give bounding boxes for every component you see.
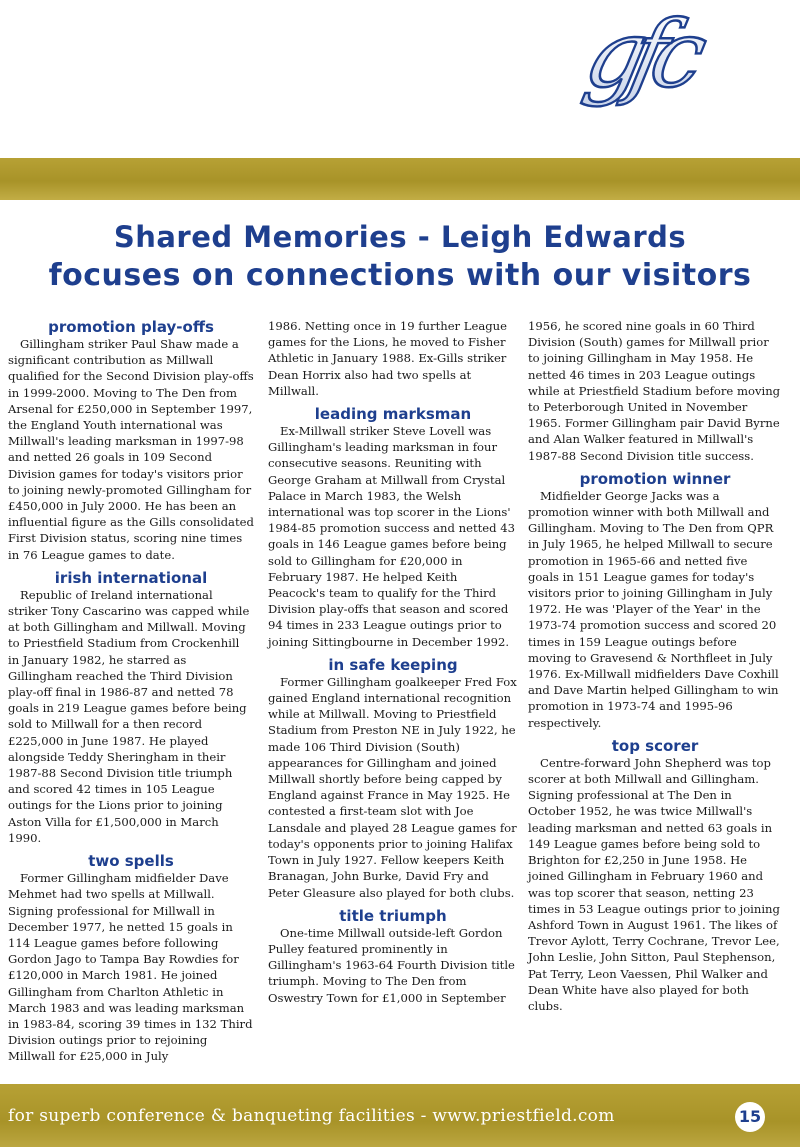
section-body: Former Gillingham goalkeeper Fred Fox gained England international recognition while at Millwall. Moving to Priestfield Stadium from Preston NE in July 1922, he made 106 Third Division (South) appearances for Gillingham and joined Millwall shortly before being capped by England against France in May 1925. He contested a first-team slot with Joe Lansdale and played 28 League games for today's opponents prior to joining Halifax Town in July 1927. Fellow keepers Keith Branagan, John Burke, David Fry and Peter Gleasure also played for both clubs. [268, 674, 517, 900]
footer-text: for superb conference & banqueting facilities - www.priestfield.com [8, 1106, 615, 1126]
footer-band [0, 1084, 800, 1147]
section-body-continued: 1986. Netting once in 19 further League games for the Lions, he moved to Fisher Athletic in January 1988. Ex-Gills striker Dean Horrix also had two spells at Millwall. [268, 319, 508, 398]
section-body: Centre-forward John Shepherd was top scorer at both Millwall and Gillingham. Signing professional at The Den in October 1952, he was twice Millwall's leading marksman and netted 63 goals in 149 League games before being sold to Brighton for £2,250 in June 1958. He joined Gillingham in February 1960 and was top scorer that season, netting 23 times in 53 League outings prior to joining Ashford Town in August 1961. The likes of Trevor Aylott, Terry Cochrane, Trevor Lee, John Leslie, John Sitton, Paul Stephenson, Pat Terry, Leon Vaessen, Phil Walker and Dean White have also played for both clubs. [528, 755, 780, 1013]
article-column-3 [528, 318, 782, 1014]
top-gold-band [0, 158, 800, 200]
section-title: top scorer [611, 736, 699, 755]
section-body: Republic of Ireland international striker Tony Cascarino was capped while at both Gillingham and Millwall. Moving to Priestfield Stadium from Crockenhill in January 1982, he starred as Gillingham reached the Third Division play-off final in 1986-87 and netted 78 goals in 219 League games before being sold to Millwall for a then record £225,000 in June 1987. He played alongside Teddy Sheringham in their 1987-88 Second Division title triumph and scored 42 times in 105 League outings for the Lions prior to joining Aston Villa for £1,500,000 in March 1990. [8, 587, 250, 845]
headline-line-1: Shared Memories - Leigh Edwards [113, 220, 687, 254]
section-title: leading marksman [314, 405, 472, 424]
section-body: Former Gillingham midfielder Dave Mehmet had two spells at Millwall. Signing professional for Millwall in December 1977, he netted 15 goals in 114 League games before following Gordon Jago to Tampa Bay Rowdies for £120,000 in March 1981. He joined Gillingham from Charlton Athletic in March 1983 and was leading marksman in 1983-84, scoring 39 times in 132 Third Division outings prior to rejoining Millwall for £25,000 in July [8, 871, 253, 1064]
section-title: title triumph [339, 906, 447, 925]
section-body: Ex-Millwall striker Steve Lovell was Gillingham's leading marksman in four consecutive seasons. Reuniting with George Graham at Millwall from Crystal Palace in March 1983, the Welsh international was top scorer in the Lions' 1984-85 promotion success and netted 43 goals in 146 League games before being sold to Gillingham for £20,000 in February 1987. He helped Keith Peacock's team to qualify for the Third Division play-offs that season and scored 94 times in 233 League outings prior to joining Sittingbourne in December 1992. [268, 424, 515, 649]
gfc-logo [576, 0, 795, 108]
headline-line-2: focuses on connections with our visitors [48, 258, 752, 293]
page-number: 15 [735, 1102, 765, 1132]
section-title: promotion play-offs [48, 318, 214, 336]
svg-text:gfc: gfc [576, 0, 702, 108]
article-column-1 [8, 318, 254, 1065]
section-body-continued: 1956, he scored nine goals in 60 Third Division (South) games for Millwall prior to joining Gillingham in May 1958. He netted 46 times in 203 League outings while at Priestfield Stadium before moving to Peterborough United in November 1965. Former Gillingham pair David Byrne and Alan Walker featured in Millwall's 1987-88 Second Division title success. [528, 319, 781, 463]
section-title: irish international [54, 568, 208, 587]
section-body: Gillingham striker Paul Shaw made a significant contribution as Millwall qualified for the Second Division play-offs in 1999-2000. Moving to The Den from Arsenal for £250,000 in September 1997, the England Youth international was Millwall's leading marksman in 1997-98 and netted 26 goals in 109 Second Division games for today's visitors prior to joining newly-promoted Gillingham for £450,000 in July 2000. He has been an influential figure as the Gills consolidated First Division status, scoring nine times in 76 League games to date. [8, 337, 254, 562]
section-title: two spells [88, 852, 174, 871]
section-body: Midfielder George Jacks was a promotion winner with both Millwall and Gillingham. Moving to The Den from QPR in July 1965, he helped Millwall to secure promotion in 1965-66 and netted five goals in 151 League games for today's visitors prior to joining Gillingham in July 1972. He was 'Player of the Year' in the 1973-74 promotion success and scored 20 times in 159 League outings before moving to Gravesend & Northfleet in July 1976. Ex-Millwall midfielders Dave Coxhill and Dave Martin helped Gillingham to win promotion in 1973-74 and 1995-96 respectively. [528, 488, 779, 730]
section-title: promotion winner [579, 469, 731, 488]
section-title: in safe keeping [328, 655, 458, 674]
article-column-2 [268, 318, 518, 1006]
section-body: One-time Millwall outside-left Gordon Pulley featured prominently in Gillingham's 1963-64 Fourth Division title triumph. Moving to The Den from Oswestry Town for £1,000 in September [268, 925, 515, 1005]
